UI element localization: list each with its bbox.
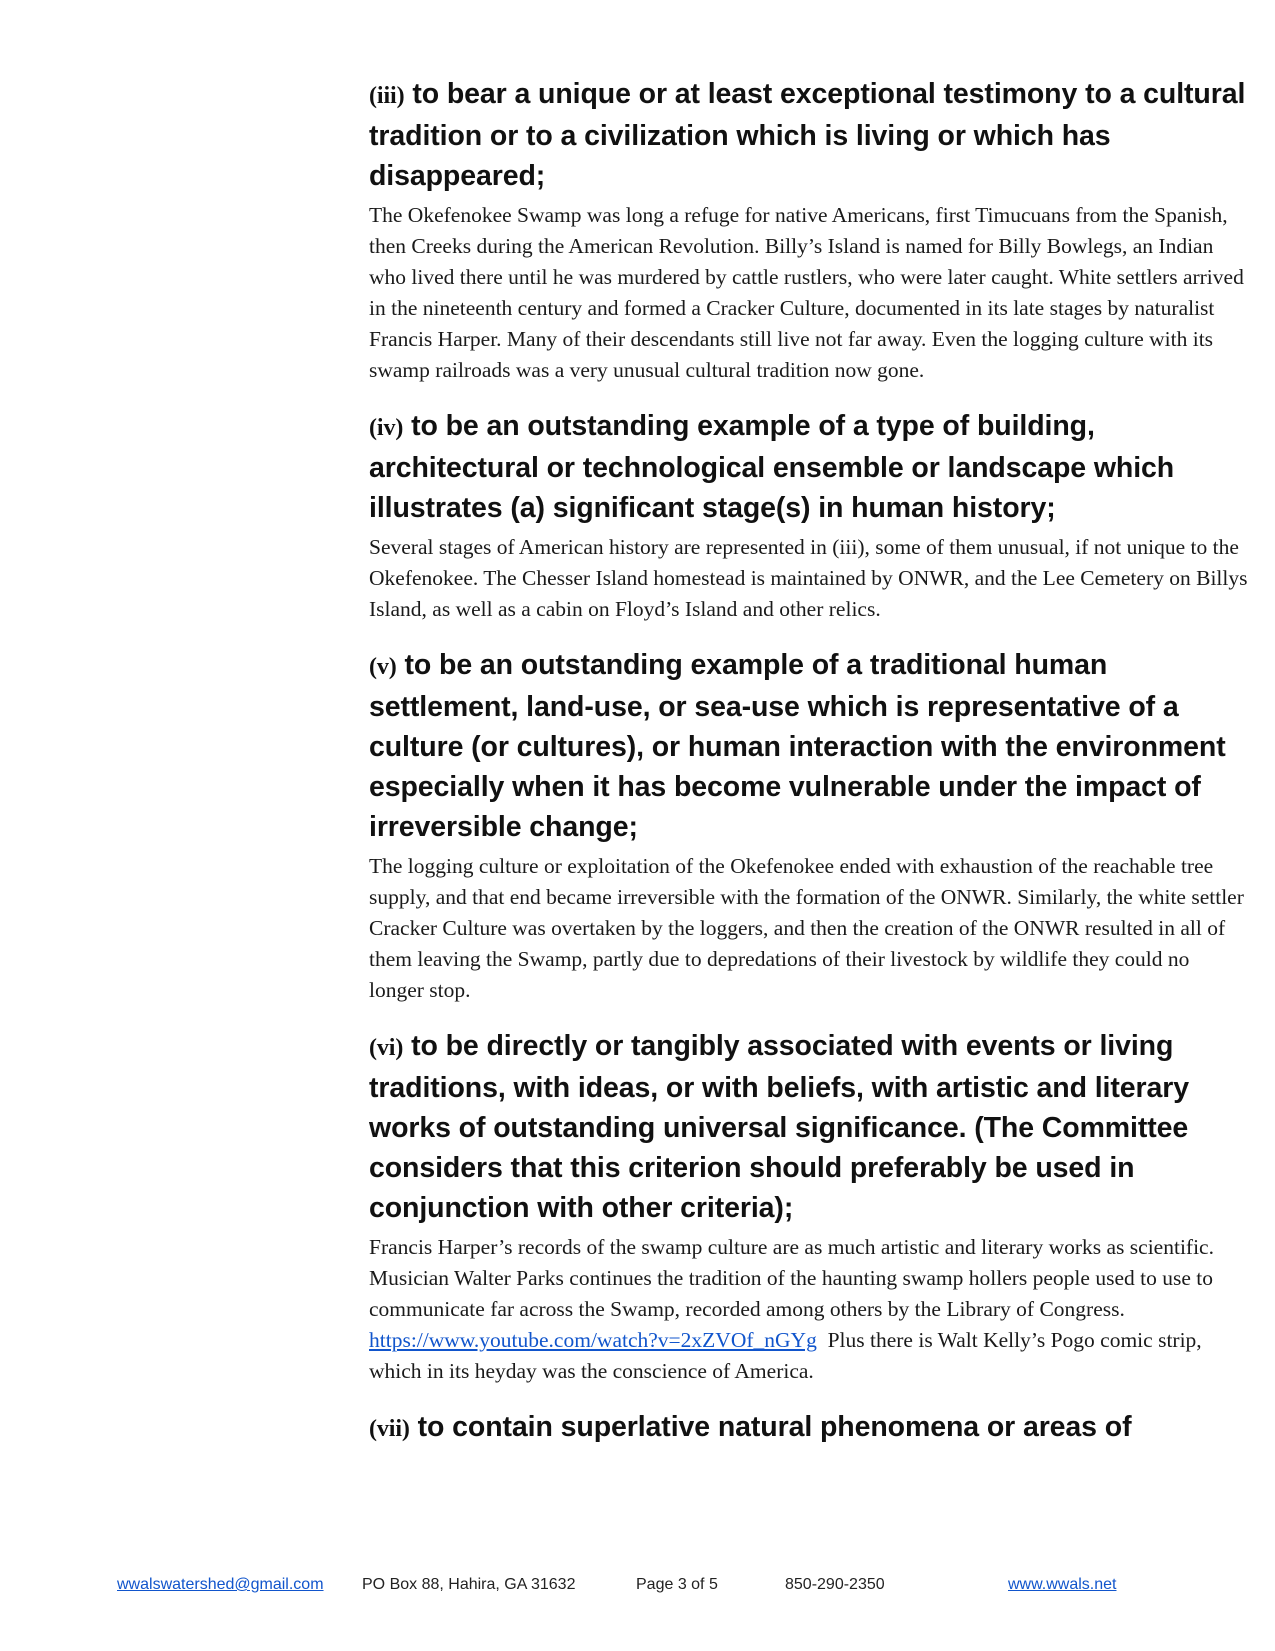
footer-page-number: Page 3 of 5: [636, 1576, 718, 1593]
body-text-after-link: Plus there is Walt Kelly’s Pogo comic strip, which in its heyday was the conscience of America.: [369, 1328, 1208, 1383]
footer-email-link[interactable]: wwalswatershed@gmail.com: [117, 1576, 324, 1593]
criterion-heading-text: to bear a unique or at least exceptional testimony to a cultural tradition or to a civilization which is living or which has disappeared;: [369, 78, 1246, 192]
criterion-vii: [369, 1407, 1249, 1449]
footer-phone: 850-290-2350: [785, 1576, 885, 1593]
criterion-body: The Okefenokee Swamp was long a refuge for native Americans, first Timucuans from the Spanish, then Creeks during the American Revolution. Billy’s Island is named for Billy Bowlegs, an Indian who lived there until he was murdered by cattle rustlers, who were later caught. White settlers arrived in the nineteenth century and formed a Cracker Culture, documented in its late stages by naturalist Francis Harper. Many of their descendants still live not far away. Even the logging culture with its swamp railroads was a very unusual cultural tradition now gone.: [369, 203, 1244, 382]
criterion-heading: [369, 1026, 1249, 1228]
criterion-heading: [369, 406, 1249, 528]
criterion-iv: [369, 406, 1249, 625]
criterion-v: [369, 645, 1249, 1006]
criterion-heading-text: to be an outstanding example of a type of building, architectural or technological ensemble or landscape which illustrates (a) significant stage(s) in human history;: [369, 410, 1175, 524]
criterion-body: Several stages of American history are represented in (iii), some of them unusual, if not unique to the Okefenokee. The Chesser Island homestead is maintained by ONWR, and the Lee Cemetery on Billys Island, as well as a cabin on Floyd’s Island and other relics.: [369, 535, 1248, 621]
footer-website-link[interactable]: www.wwals.net: [1008, 1576, 1117, 1593]
criterion-heading-text: to be directly or tangibly associated with events or living traditions, with ideas, or with beliefs, with artistic and literary works of outstanding universal significance. (The Committee considers that this criterion should preferably be used in conjunction with other criteria);: [369, 1030, 1189, 1224]
criterion-heading-text: to be an outstanding example of a traditional human settlement, land-use, or sea-use which is representative of a culture (or cultures), or human interaction with the environment especially when it has become vulnerable under the impact of irreversible change;: [369, 649, 1226, 843]
criterion-heading-text: to contain superlative natural phenomena or areas of: [417, 1411, 1132, 1443]
criterion-heading: [369, 1407, 1249, 1449]
document-body: [369, 74, 1249, 1469]
criterion-vi: [369, 1026, 1249, 1387]
criterion-iii: [369, 74, 1249, 386]
page-footer: [0, 1576, 1275, 1600]
criterion-body: The logging culture or exploitation of the Okefenokee ended with exhaustion of the reachable tree supply, and that end became irreversible with the formation of the ONWR. Similarly, the white settler Cracker Culture was overtaken by the loggers, and then the creation of the ONWR resulted in all of them leaving the Swamp, partly due to depredations of their livestock by wildlife they could no longer stop.: [369, 854, 1244, 1002]
criterion-body: [369, 1232, 1249, 1387]
criterion-numeral: (vi): [369, 1035, 404, 1061]
criterion-numeral: (v): [369, 654, 397, 680]
youtube-link[interactable]: https://www.youtube.com/watch?v=2xZVOf_nGYg: [369, 1328, 817, 1352]
footer-address: PO Box 88, Hahira, GA 31632: [362, 1576, 576, 1593]
criterion-numeral: (iii): [369, 83, 405, 109]
criterion-numeral: (vii): [369, 1416, 410, 1442]
body-text-before-link: Francis Harper’s records of the swamp culture are as much artistic and literary works as scientific. Musician Walter Parks continues the tradition of the haunting swamp hollers people used to use to communicate far across the Swamp, recorded among others by the Library of Congress.: [369, 1235, 1214, 1321]
criterion-heading: [369, 645, 1249, 847]
criterion-numeral: (iv): [369, 415, 404, 441]
criterion-heading: [369, 74, 1249, 196]
